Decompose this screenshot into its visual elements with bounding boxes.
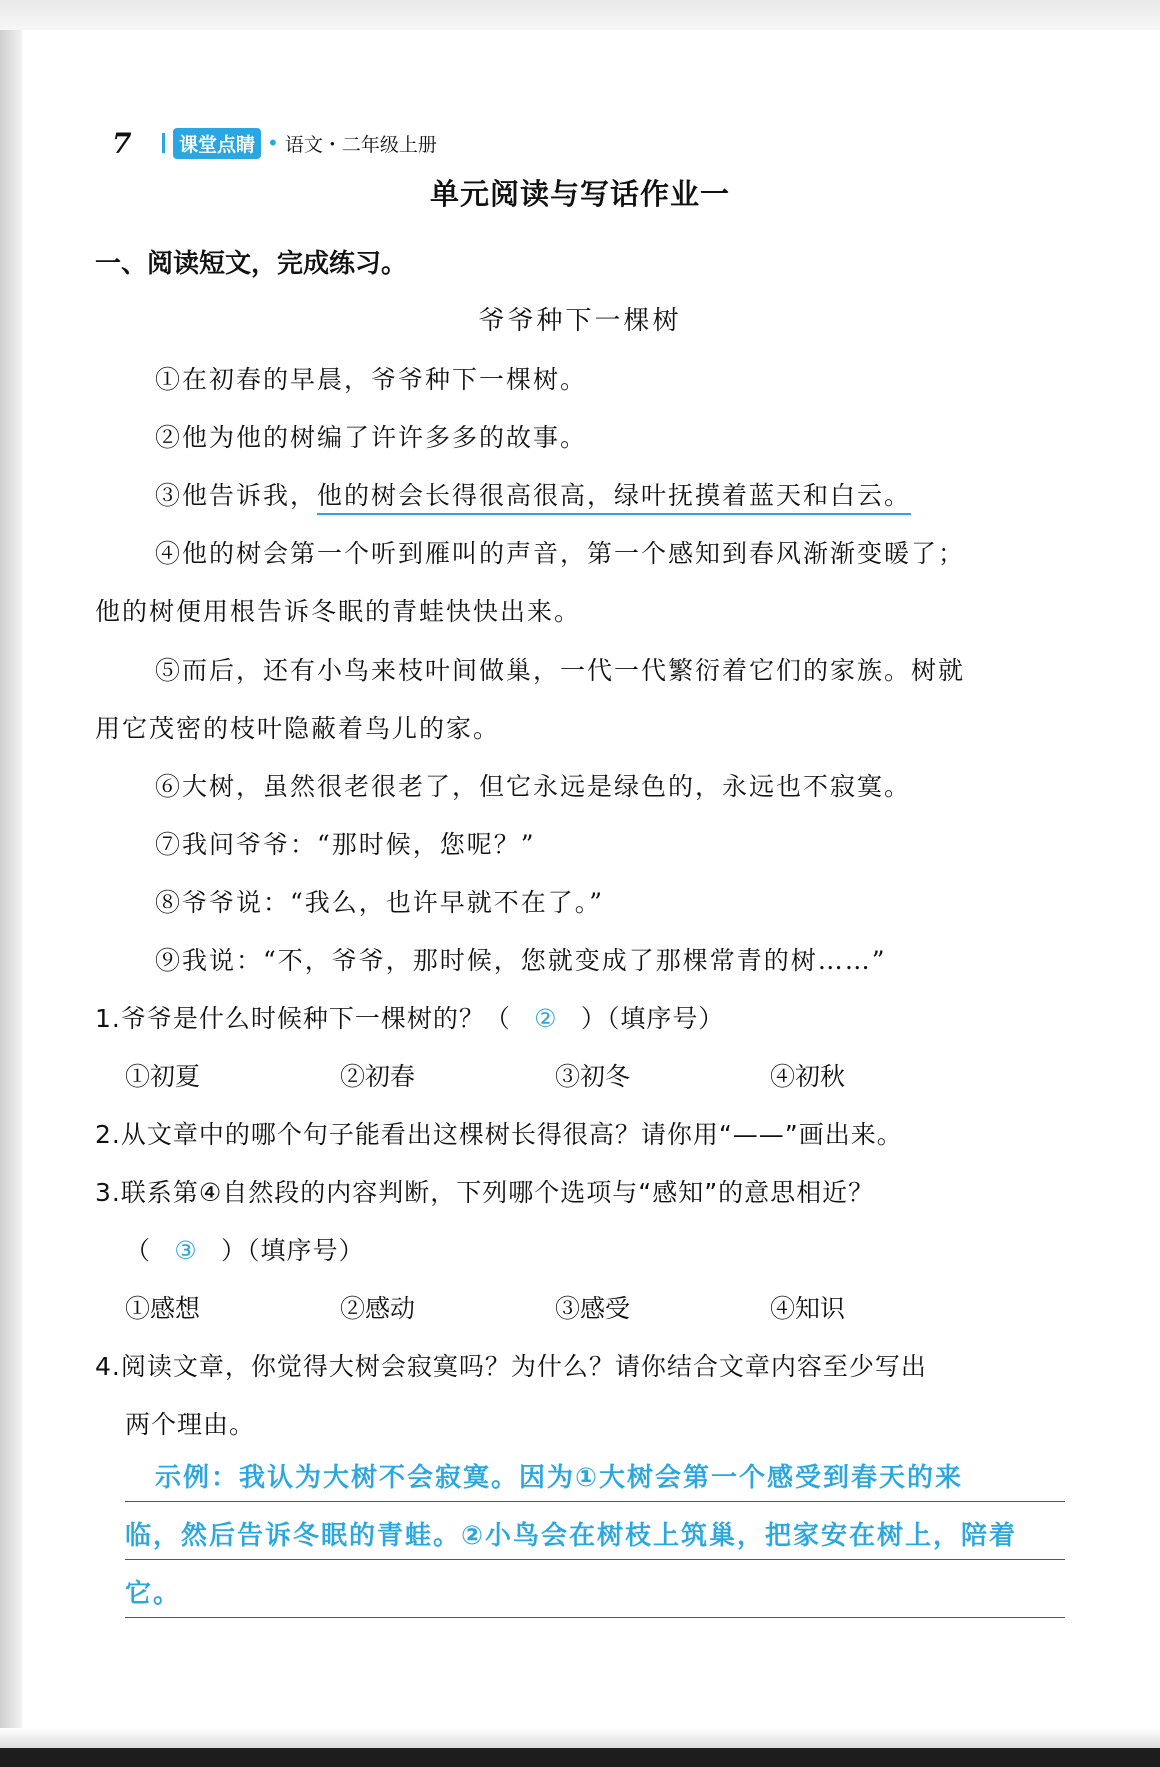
underlined-sentence: 他的树会长得很高很高，绿叶抚摸着蓝天和白云。 — [317, 481, 911, 515]
header-dot: • — [267, 131, 279, 155]
story-paragraph-6: ⑥大树，虽然很老很老了，但它永远是绿色的，永远也不寂寞。 — [155, 772, 912, 801]
story-paragraph-2: ②他为他的树编了许许多多的故事。 — [155, 423, 588, 452]
question-1-suffix: ）（填序号） — [580, 1004, 725, 1033]
story-paragraph-4-cont: 他的树便用根告诉冬眠的青蛙快快出来。 — [95, 597, 582, 626]
story-paragraph-8: ⑧爷爷说：“我么，也许早就不在了。” — [155, 888, 605, 917]
question-3-answer-row — [125, 1231, 365, 1267]
story-paragraph-5: ⑤而后，还有小鸟来枝叶间做巢，一代一代繁衍着它们的家族。树就 — [155, 656, 966, 685]
question-3-suffix: ）（填序号） — [221, 1236, 365, 1265]
story-paragraph-7: ⑦我问爷爷：“那时候，您呢？” — [155, 830, 536, 859]
option-2: ②初春 — [340, 1062, 416, 1091]
option-4: ④知识 — [770, 1294, 846, 1323]
page-title: 单元阅读与写话作业一 — [429, 177, 730, 211]
story-paragraph-9: ⑨我说：“不，爷爷，那时候，您就变成了那棵常青的树……” — [155, 946, 887, 975]
story-paragraph-4: ④他的树会第一个听到雁叫的声音，第一个感知到春风渐渐变暖了； — [155, 539, 966, 568]
brand-badge: 课堂点睛 — [173, 128, 261, 159]
option-2: ②感动 — [340, 1294, 416, 1323]
story-paragraph-3-start: ③他告诉我， — [155, 481, 318, 510]
story-paragraph-5-cont: 用它茂密的枝叶隐蔽着鸟儿的家。 — [95, 714, 501, 743]
question-1-answer[interactable]: ② — [534, 1004, 558, 1033]
question-3-answer[interactable]: ③ — [174, 1236, 198, 1265]
option-3: ③感受 — [555, 1294, 631, 1323]
question-3: 3.联系第④自然段的内容判断，下列哪个选项与“感知”的意思相近？ — [95, 1178, 875, 1207]
page-number: 7 — [112, 126, 132, 160]
question-4: 4.阅读文章，你觉得大树会寂寞吗？为什么？请你结合文章内容至少写出 — [95, 1352, 927, 1381]
option-1: ①初夏 — [125, 1062, 201, 1091]
page-header — [112, 128, 437, 158]
question-4-cont: 两个理由。 — [125, 1410, 256, 1439]
story-title: 爷爷种下一棵树 — [478, 306, 682, 336]
question-1 — [95, 999, 724, 1035]
answer-line-3[interactable]: 它。 — [125, 1573, 1065, 1618]
question-1-options — [125, 1057, 985, 1093]
question-3-options — [125, 1289, 985, 1325]
option-4: ④初秋 — [770, 1062, 846, 1091]
header-divider — [162, 133, 165, 153]
question-2: 2.从文章中的哪个句子能看出这棵树长得很高？请你用“——”画出来。 — [95, 1120, 903, 1149]
answer-line-1[interactable]: 示例：我认为大树不会寂寞。因为①大树会第一个感受到春天的来 — [125, 1457, 1065, 1502]
question-1-text: 1.爷爷是什么时候种下一棵树的？（ — [95, 1004, 511, 1033]
section-heading: 一、阅读短文，完成练习。 — [95, 249, 408, 279]
question-3-paren-open: （ — [125, 1236, 152, 1265]
option-1: ①感想 — [125, 1294, 201, 1323]
story-paragraph-1: ①在初春的早晨，爷爷种下一棵树。 — [155, 365, 588, 394]
story-paragraph-3 — [155, 476, 911, 512]
subject-label: 语文・二年级上册 — [284, 133, 437, 156]
answer-line-2[interactable]: 临，然后告诉冬眠的青蛙。②小鸟会在树枝上筑巢，把家安在树上，陪着 — [125, 1515, 1065, 1560]
option-3: ③初冬 — [555, 1062, 631, 1091]
